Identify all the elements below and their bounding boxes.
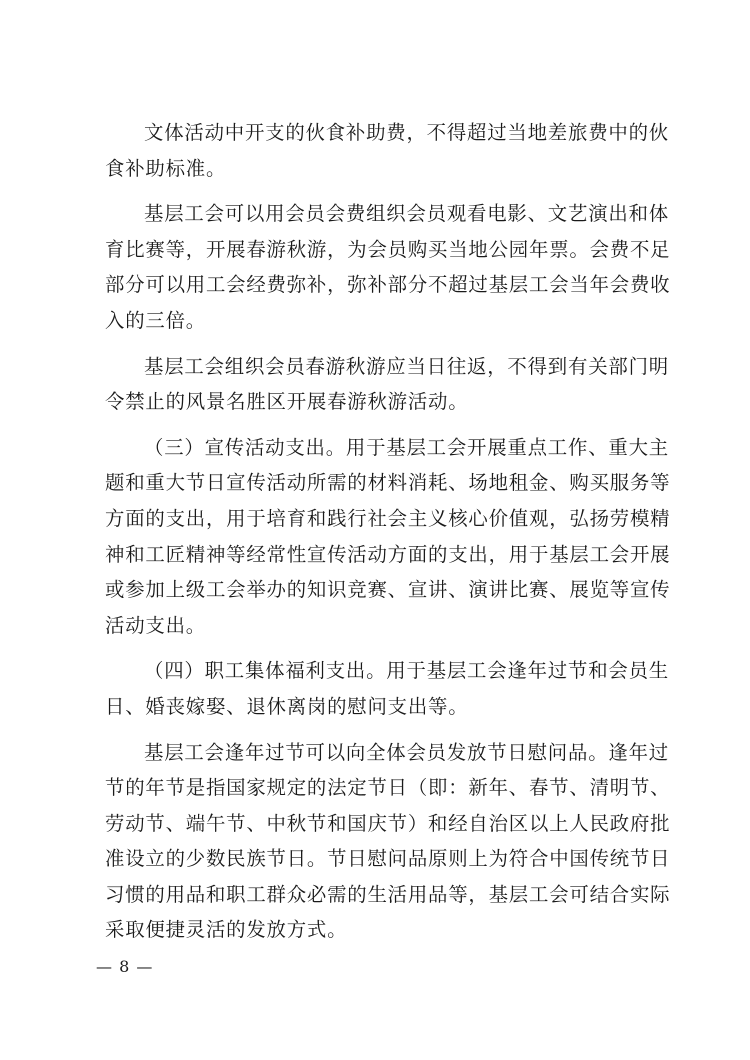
body-text (105, 115, 671, 958)
paragraph (105, 735, 671, 949)
text-line: 题和重大节日宣传活动所需的材料消耗、场地租金、购买服务等 (105, 471, 671, 495)
text-line: （四）职工集体福利支出。用于基层工会逢年过节和会员生 (144, 659, 669, 683)
paragraph (105, 196, 671, 338)
text-line: 食补助标准。 (105, 156, 227, 180)
paragraph (105, 430, 671, 644)
paragraph (105, 115, 669, 186)
text-line: 准设立的少数民族节日。节日慰问品原则上为符合中国传统节日 (105, 847, 671, 871)
text-line: 文体活动中开支的伙食补助费，不得超过当地差旅费中的伙 (144, 121, 669, 144)
text-line: （三）宣传活动支出。用于基层工会开展重点工作、重大主 (144, 435, 669, 459)
text-line: 入的三倍。 (105, 308, 206, 332)
page-number: — 8 — (96, 957, 154, 976)
text-line: 方面的支出，用于培育和践行社会主义核心价值观，弘扬劳模精 (105, 506, 671, 530)
paragraph (105, 349, 669, 420)
text-line: 采取便捷灵活的发放方式。 (105, 918, 348, 942)
text-line: 劳动节、端午节、中秋节和国庆节）和经自治区以上人民政府批 (105, 811, 671, 835)
text-line: 基层工会逢年过节可以向全体会员发放节日慰问品。逢年过 (144, 740, 669, 764)
text-line: 日、婚丧嫁娶、退休离岗的慰问支出等。 (105, 694, 469, 718)
text-line: 神和工匠精神等经常性宣传活动方面的支出，用于基层工会开展 (105, 542, 671, 566)
text-line: 习惯的用品和职工群众必需的生活用品等，基层工会可结合实际 (105, 882, 671, 906)
text-line: 令禁止的风景名胜区开展春游秋游活动。 (105, 390, 469, 414)
text-line: 节的年节是指国家规定的法定节日（即：新年、春节、清明节、 (105, 776, 671, 800)
text-line: 基层工会组织会员春游秋游应当日往返，不得到有关部门明 (144, 354, 669, 378)
text-line: 育比赛等，开展春游秋游，为会员购买当地公园年票。会费不足 (105, 237, 671, 261)
text-line: 基层工会可以用会员会费组织会员观看电影、文艺演出和体 (144, 202, 669, 226)
text-line: 活动支出。 (105, 613, 206, 637)
paragraph (105, 653, 669, 724)
text-line: 部分可以用工会经费弥补，弥补部分不超过基层工会当年会费收 (105, 273, 671, 297)
text-line: 或参加上级工会举办的知识竞赛、宣讲、演讲比赛、展览等宣传 (105, 578, 671, 602)
